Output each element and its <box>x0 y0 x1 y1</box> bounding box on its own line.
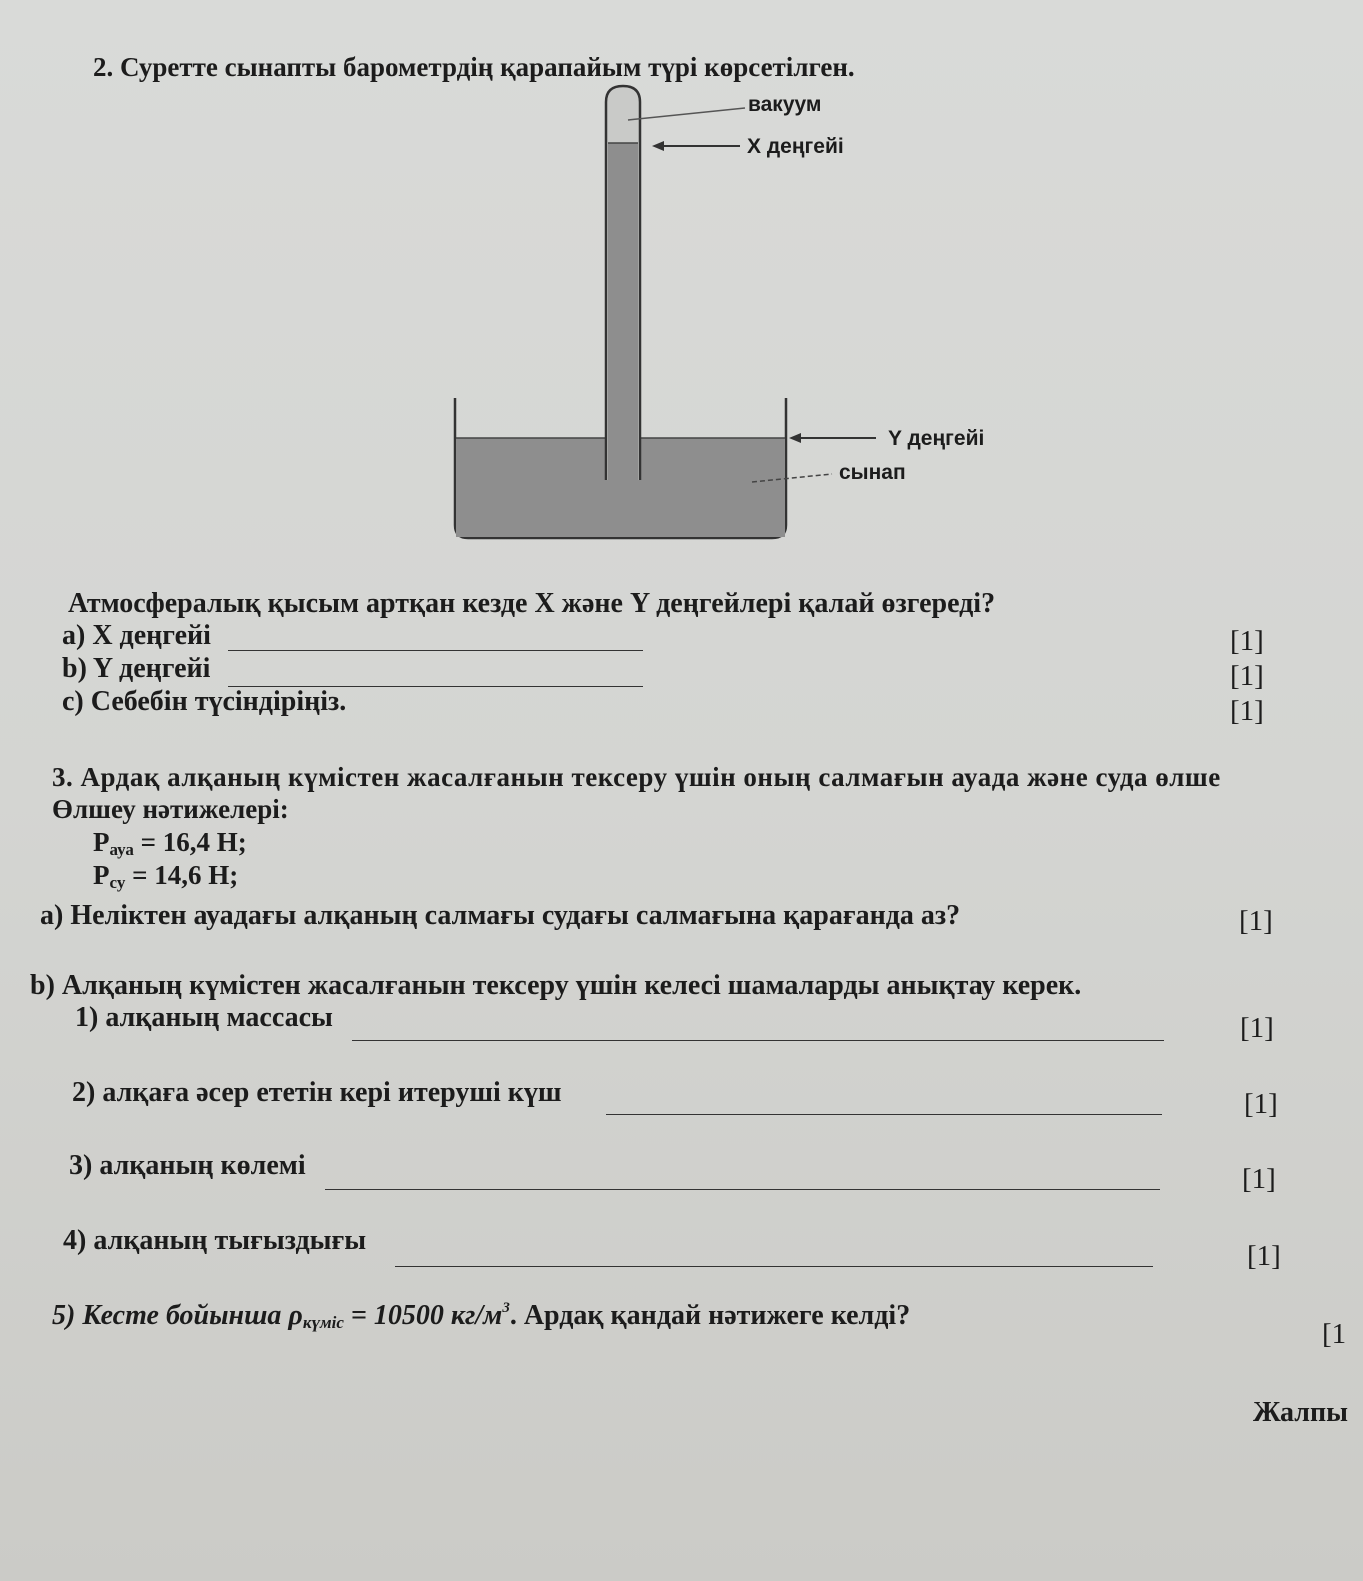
p-water-value: = 14,6 Н; <box>132 860 239 890</box>
mark-b3: [1] <box>1242 1163 1276 1195</box>
mark-b2: [1] <box>1244 1088 1278 1120</box>
p-water-sub: су <box>109 873 126 892</box>
label-y-level: Y деңгейі <box>888 427 985 450</box>
label-mercury: сынап <box>839 461 906 484</box>
label-x-level: X деңгейі <box>747 135 844 158</box>
b5-sub: күміс <box>302 1313 344 1332</box>
p-air-sub: ауа <box>109 840 134 859</box>
barometer-diagram <box>0 0 1363 600</box>
answer-line-b2[interactable] <box>606 1114 1162 1115</box>
b5-sup: 3 <box>502 1300 510 1316</box>
mercury-column <box>608 143 638 483</box>
total-label: Жалпы <box>1253 1397 1348 1428</box>
label-vacuum: вакуум <box>748 93 822 116</box>
b5-mid: = 10500 кг/м <box>350 1300 503 1331</box>
mark-q2a: [1] <box>1230 625 1264 657</box>
q3-b5 <box>52 1300 910 1333</box>
q2-question: Атмосфералық қысым артқан кезде X және Y деңгейлері қалай өзгереді? <box>68 588 996 619</box>
p-air <box>93 827 247 860</box>
answer-line-q2a[interactable] <box>228 650 643 651</box>
mark-q2b: [1] <box>1230 660 1264 692</box>
p-air-symbol: P <box>93 827 110 857</box>
b5-pre: 5) Кесте бойынша ρ <box>52 1300 303 1331</box>
mark-q2c: [1] <box>1230 695 1264 727</box>
answer-line-b1[interactable] <box>352 1040 1164 1041</box>
q3-title: 3. Ардақ алқаның күмістен жасалғанын тексеру үшін оның салмағын ауада және суда өлше <box>52 762 1221 792</box>
p-water-symbol: P <box>93 860 110 890</box>
mark-q3a: [1] <box>1239 905 1273 937</box>
p-water <box>93 860 238 893</box>
q2-title: 2. Суретте сынапты барометрдің қарапайым түрі көрсетілген. <box>93 52 855 82</box>
q2-c: c) Себебін түсіндіріңіз. <box>62 686 347 717</box>
answer-line-b4[interactable] <box>395 1266 1153 1267</box>
b5-post: . Ардақ қандай нәтижеге келді? <box>509 1300 911 1331</box>
mark-b4: [1] <box>1247 1240 1281 1272</box>
mark-b1: [1] <box>1240 1012 1274 1044</box>
p-air-value: = 16,4 Н; <box>140 827 247 857</box>
q3-a: a) Неліктен ауадағы алқаның салмағы судағы салмағына қарағанда аз? <box>40 900 961 931</box>
q3-b2: 2) алқаға әсер ететін кері итеруші күш <box>72 1077 562 1108</box>
q3-b1: 1) алқаның массасы <box>75 1002 333 1033</box>
answer-line-b3[interactable] <box>325 1189 1160 1190</box>
q3-results-label: Өлшеу нәтижелері: <box>52 794 289 824</box>
q2-b: b) Y деңгейі <box>62 653 211 684</box>
q3-b3: 3) алқаның көлемі <box>69 1150 306 1181</box>
q3-b: b) Алқаның күмістен жасалғанын тексеру үшін келесі шамаларды анықтау керек. <box>30 970 1082 1001</box>
q2-a: a) X деңгейі <box>62 620 211 651</box>
q3-b4: 4) алқаның тығыздығы <box>63 1225 367 1256</box>
mark-b5: [1 <box>1322 1318 1347 1350</box>
